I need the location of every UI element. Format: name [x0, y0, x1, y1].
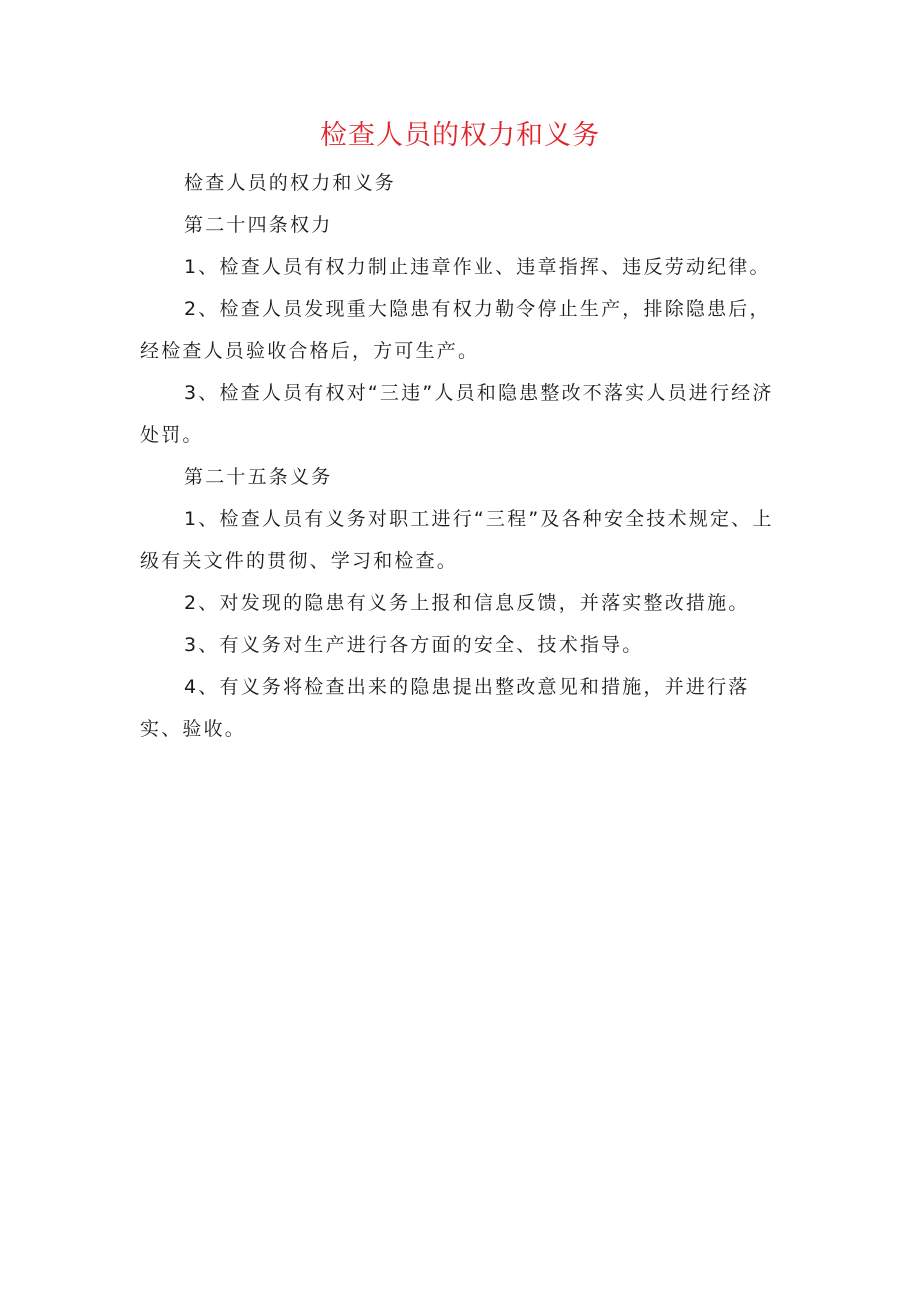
duties-item-1: 1、检查人员有义务对职工进行“三程”及各种安全技术规定、上级有关文件的贯彻、学习和检查。: [140, 508, 774, 572]
document-body: [140, 162, 790, 750]
rights-item-2: 2、检查人员发现重大隐患有权力勒令停止生产，排除隐患后，经检查人员验收合格后，方可生产。: [140, 298, 771, 362]
duties-item-3: 3、有义务对生产进行各方面的安全、技术指导。: [184, 634, 644, 656]
rights-item-3: 3、检查人员有权对“三违”人员和隐患整改不落实人员进行经济处罚。: [140, 382, 774, 446]
article-24-heading: 第二十四条权力: [184, 214, 333, 236]
document-title: 检查人员的权力和义务: [320, 120, 600, 151]
paragraph-heading: 检查人员的权力和义务: [184, 172, 397, 194]
rights-item-1: 1、检查人员有权力制止违章作业、违章指挥、违反劳动纪律。: [184, 256, 771, 278]
duties-item-4: 4、有义务将检查出来的隐患提出整改意见和措施，并进行落实、验收。: [140, 676, 750, 740]
article-25-heading: 第二十五条义务: [184, 466, 333, 488]
duties-item-2: 2、对发现的隐患有义务上报和信息反馈，并落实整改措施。: [184, 592, 750, 614]
